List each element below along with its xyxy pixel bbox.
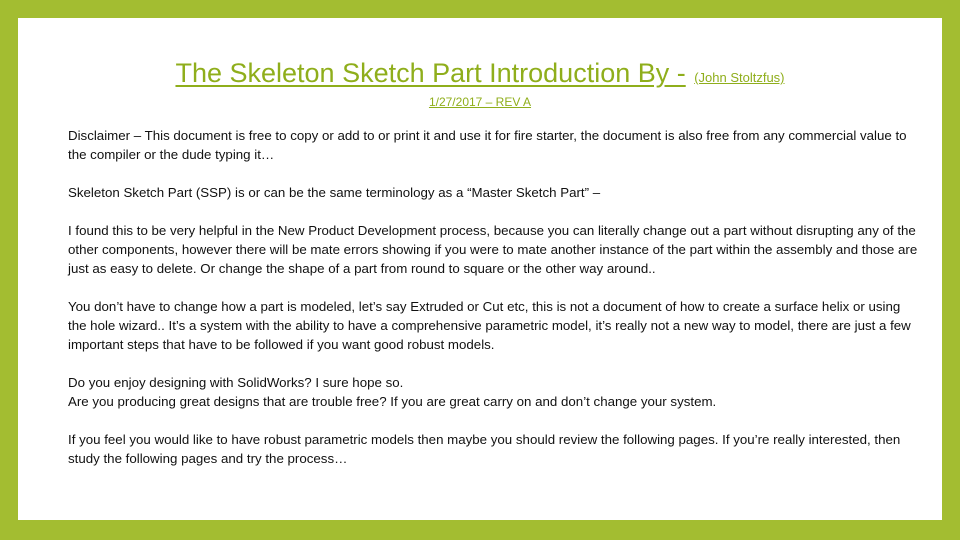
paragraph-ssp-terminology: Skeleton Sketch Part (SSP) is or can be the same terminology as a “Master Sketch Part” – xyxy=(68,185,601,200)
paragraph-question-designs: Are you producing great designs that are trouble free? If you are great carry on and don’t change your system. xyxy=(68,394,717,409)
paragraph-disclaimer: Disclaimer – This document is free to copy or add to or print it and use it for fire starter, the document is also free from any commercial value to the compiler or the dude typing it… xyxy=(68,128,907,162)
title-line xyxy=(18,58,942,89)
paragraph-modeling: You don’t have to change how a part is modeled, let’s say Extruded or Cut etc, this is not a document of how to create a surface helix or using the hole wizard.. It’s a system with the ability to have a comprehensive parametric model, it’s really not a new way to model, there are just a few important steps that have to be followed if you want good robust models. xyxy=(68,299,911,352)
paragraph-question-enjoy: Do you enjoy designing with SolidWorks? I sure hope so. xyxy=(68,375,404,390)
paragraph-npd-process: I found this to be very helpful in the New Product Development process, because you can literally change out a part without disrupting any of the other components, however there will be mate errors showing if you were to mate another instance of the part within the assembly and those are just as easy to delete. Or change the shape of a part from round to square or the other way around.. xyxy=(68,223,918,276)
slide-page xyxy=(18,18,942,520)
date-revision: 1/27/2017 – REV A xyxy=(428,95,532,109)
body-text xyxy=(68,126,918,487)
paragraph-robust-models: If you feel you would like to have robust parametric models then maybe you should review the following pages. If you’re really interested, then study the following pages and try the process… xyxy=(68,432,901,466)
page-title: The Skeleton Sketch Part Introduction By - xyxy=(175,58,686,88)
title-author: (John Stoltzfus) xyxy=(694,70,785,85)
